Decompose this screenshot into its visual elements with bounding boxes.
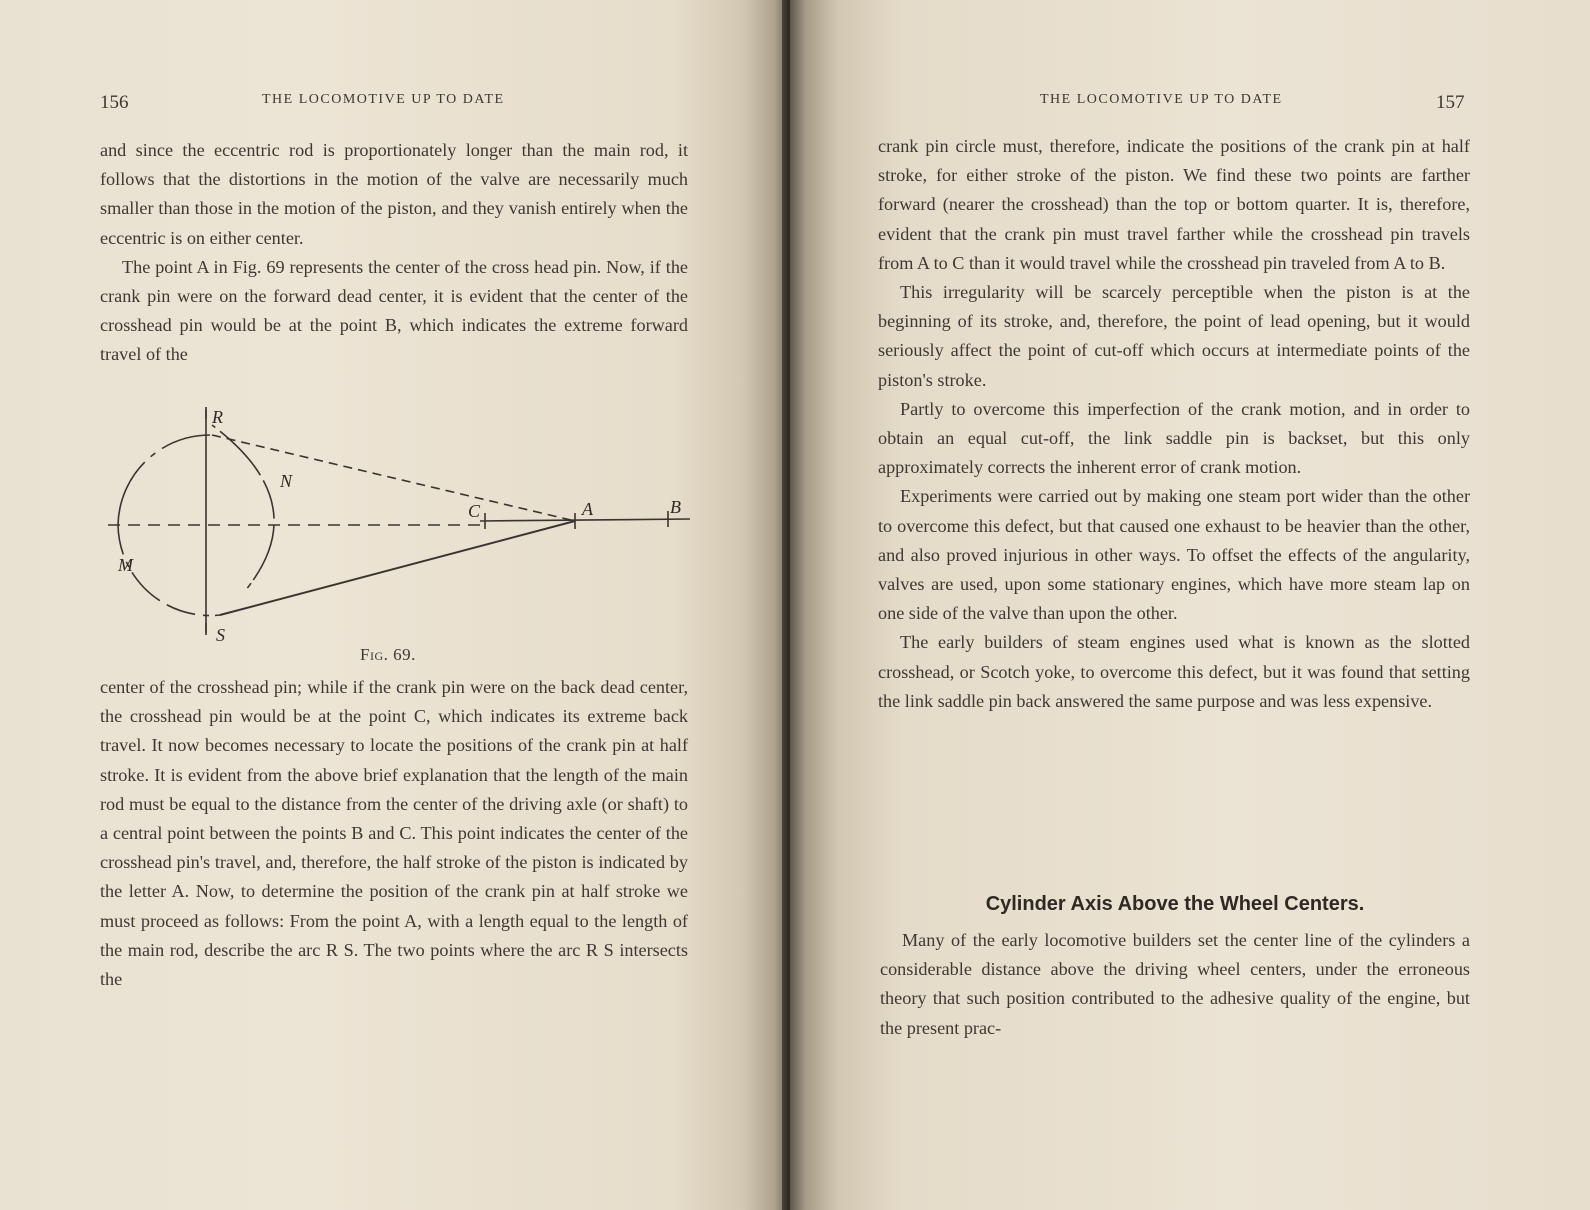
right-paragraph-2: This irregularity will be scarcely perceptible when the piston is at the beginning of its stroke, and, therefore, the point of lead opening, but it would seriously affect the point of cut-off which occurs at intermediate points of the piston's stroke. (878, 282, 1470, 390)
right-running-head: THE LOCOMOTIVE UP TO DATE (1040, 92, 1283, 107)
arc-r-s (212, 425, 274, 617)
right-page (790, 0, 1590, 1210)
section-heading: Cylinder Axis Above the Wheel Centers. (985, 893, 1365, 915)
left-running-head: THE LOCOMOTIVE UP TO DATE (262, 92, 505, 107)
left-text-top (100, 136, 688, 370)
right-paragraph-6: Many of the early locomotive builders set the center line of the cylinders a considerable distance above the driving wheel centers, under the erroneous theory that such position contributed to the adhesive quality of the engine, but the present prac- (880, 930, 1470, 1038)
crank-circle-upper-left (118, 435, 210, 525)
dashed-rod (212, 435, 575, 521)
left-paragraph-2: The point A in Fig. 69 represents the center of the cross head pin. Now, if the crank pin were on the forward dead center, it is evident that the center of the crosshead pin would be at the point B, which indicates the extreme forward travel of the (100, 256, 688, 365)
label-m: M (118, 555, 133, 575)
right-paragraph-4: Experiments were carried out by making one steam port wider than the other to overcome this defect, but that caused one exhaust to be heavier than the other, and also proved injurious in other ways. To offset the effects of the angularity, valves are used, upon some stationary engines, which have more steam lap on one side of the valve than upon the other. (878, 486, 1470, 624)
label-b: B (670, 497, 681, 517)
label-a: A (582, 499, 593, 519)
horizontal-axis-solid (480, 519, 690, 521)
label-c: C (468, 501, 481, 521)
left-page (0, 0, 790, 1210)
right-paragraph-3: Partly to overcome this imperfection of the crank motion, and in order to obtain an equal cut-off, the link saddle pin is backset, but this only approximately corrects the inherent error of crank motion. (878, 398, 1470, 478)
left-paragraph-1: and since the eccentric rod is proportionately longer than the main rod, it follows that the distortions in the motion of the valve are necessarily much smaller than those in the motion of the piston, and they vanish entirely when the eccentric is on either center. (100, 140, 688, 248)
figure-69-diagram (100, 405, 700, 645)
label-s: S (216, 625, 225, 645)
label-r: R (212, 407, 223, 427)
figure-caption: Fig. 69. (360, 645, 416, 664)
right-paragraph-1: crank pin circle must, therefore, indicate the positions of the crank pin at half stroke, for either stroke of the piston. We find these two points are farther forward (nearer the crosshead) than the top or bottom quarter. It is, therefore, evident that the crank pin must travel farther while the crosshead pin travels from A to C than it would travel while the crosshead pin traveled from A to B. (878, 136, 1470, 273)
right-text-after-heading (880, 926, 1470, 1043)
left-text-bottom (100, 673, 688, 994)
crank-circle-lower-left (118, 525, 220, 616)
right-page-number: 157 (1436, 92, 1465, 113)
label-n: N (280, 471, 293, 491)
right-paragraph-5: The early builders of steam engines used what is known as the slotted crosshead, or Scotch yoke, to overcome this defect, but it was found that setting the link saddle pin back answered the same purpose and was less expensive. (878, 632, 1470, 711)
right-text-main (878, 132, 1470, 716)
left-page-number: 156 (100, 92, 129, 113)
left-paragraph-3: center of the crosshead pin; while if the crank pin were on the back dead center, the crosshead pin would be at the point C, which indicates its extreme back travel. It now becomes necessary to locate the positions of the crank pin at half stroke. It is evident from the above brief explanation that the length of the main rod must be equal to the distance from the center of the driving axle (or shaft) to a central point between the points B and C. This point indicates the center of the crosshead pin's travel, and, therefore, the half stroke of the piston is indicated by the letter A. Now, to determine the position of the crank pin at half stroke we must proceed as follows: From the point A, with a length equal to the length of the main rod, describe the arc R S. The two points where the arc R S intersects the (100, 677, 688, 990)
